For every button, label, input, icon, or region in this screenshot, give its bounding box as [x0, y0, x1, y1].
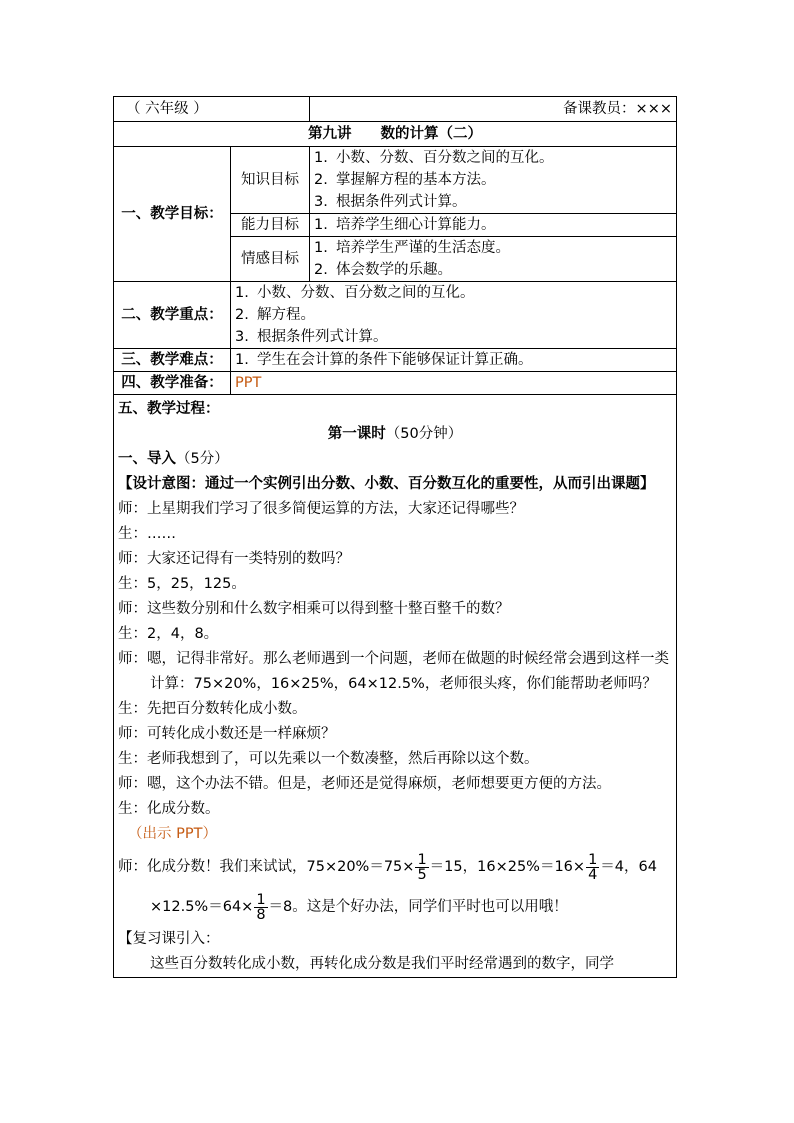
review-title: 【复习课引入：: [118, 931, 220, 947]
ability-label: 能力目标: [231, 214, 310, 237]
dialogue-line: 生：先把百分数转化成小数。: [118, 701, 307, 717]
lesson-table: [113, 96, 677, 978]
calc-line-2: ×12.5%＝64× $\frac{1}{8}$ ＝8。这是个好办法，同学们平时也可以用哦！: [150, 891, 568, 923]
difficulties-label: 三、教学难点：: [114, 349, 231, 372]
dialogue-line: 生：老师我想到了，可以先乘以一个数凑整，然后再除以这个数。: [118, 751, 539, 767]
dialogue-line: 生：5，25，125。: [118, 576, 246, 592]
knowledge-list: [310, 147, 677, 214]
list-item: 1. 小数、分数、百分数之间的互化。: [235, 285, 475, 301]
difficulties-list: [231, 349, 677, 372]
knowledge-label: 知识目标: [231, 147, 310, 214]
dialogue-line: 生：化成分数。: [118, 801, 220, 817]
process-label: 五、教学过程：: [118, 401, 220, 417]
list-item: 3. 根据条件列式计算。: [314, 194, 467, 210]
dialogue-line: 生：2，4，8。: [118, 626, 219, 642]
design-intent: 【设计意图：通过一个实例引出分数、小数、百分数互化的重要性，从而引出课题】: [118, 476, 655, 492]
calc-line-1: 师：化成分数！我们来试试，75×20%＝75× $\frac{1}{5}$ ＝15，16×25%＝16× $\frac{1}{4}$ ＝4，64: [118, 851, 657, 883]
review-text: 这些百分数转化成小数，再转化成分数是我们平时经常遇到的数字，同学: [150, 956, 614, 972]
teacher-label: 备课教员：×××: [310, 97, 677, 122]
dialogue-line: 生：……: [118, 526, 176, 542]
dialogue-line: 师：可转化成小数还是一样麻烦？: [118, 726, 336, 742]
list-item: 3. 根据条件列式计算。: [235, 329, 388, 345]
preparation-value: PPT: [231, 372, 677, 395]
lesson-plan: [113, 96, 677, 978]
objectives-label: 一、教学目标：: [114, 147, 231, 282]
preparation-label: 四、教学准备：: [114, 372, 231, 395]
fraction-one-quarter: $\frac{1}{4}$: [588, 851, 598, 883]
ability-list: [310, 214, 677, 237]
section-heading: 一、导入（5分）: [118, 451, 229, 467]
lesson-title: 第九讲 数的计算（二）: [114, 122, 677, 147]
emotion-list: [310, 237, 677, 282]
emotion-label: 情感目标: [231, 237, 310, 282]
dialogue-line: 师：嗯，这个办法不错。但是，老师还是觉得麻烦，老师想要更方便的方法。: [118, 776, 611, 792]
list-item: 1. 小数、分数、百分数之间的互化。: [314, 150, 554, 166]
list-item: 1. 培养学生细心计算能力。: [314, 217, 496, 233]
list-item: 1. 培养学生严谨的生活态度。: [314, 240, 510, 256]
grade-label: （ 六年级 ）: [114, 97, 310, 122]
fraction-one-eighth: $\frac{1}{8}$: [256, 891, 266, 923]
list-item: 2. 掌握解方程的基本方法。: [314, 172, 496, 188]
list-item: 1. 学生在会计算的条件下能够保证计算正确。: [235, 352, 533, 368]
dialogue-line: 师：这些数分别和什么数字相乘可以得到整十整百整千的数？: [118, 601, 510, 617]
ppt-note: （出示 PPT）: [128, 826, 217, 842]
dialogue-line: 师：大家还记得有一类特别的数吗？: [118, 551, 350, 567]
key-points-list: [231, 282, 677, 349]
list-item: 2. 体会数学的乐趣。: [314, 262, 452, 278]
list-item: 2. 解方程。: [235, 307, 315, 323]
fraction-one-fifth: $\frac{1}{5}$: [417, 851, 427, 883]
period-heading: 第一课时（50分钟）: [327, 426, 463, 442]
key-points-label: 二、教学重点：: [114, 282, 231, 349]
process-section: [114, 395, 677, 978]
dialogue-line: 师：嗯，记得非常好。那么老师遇到一个问题，老师在做题的时候经常会遇到这样一类计算：75×20%，16×25%，64×12.5%，老师很头疼，你们能帮助老师吗？: [118, 651, 669, 692]
dialogue-line: 师：上星期我们学习了很多简便运算的方法，大家还记得哪些？: [118, 501, 524, 517]
